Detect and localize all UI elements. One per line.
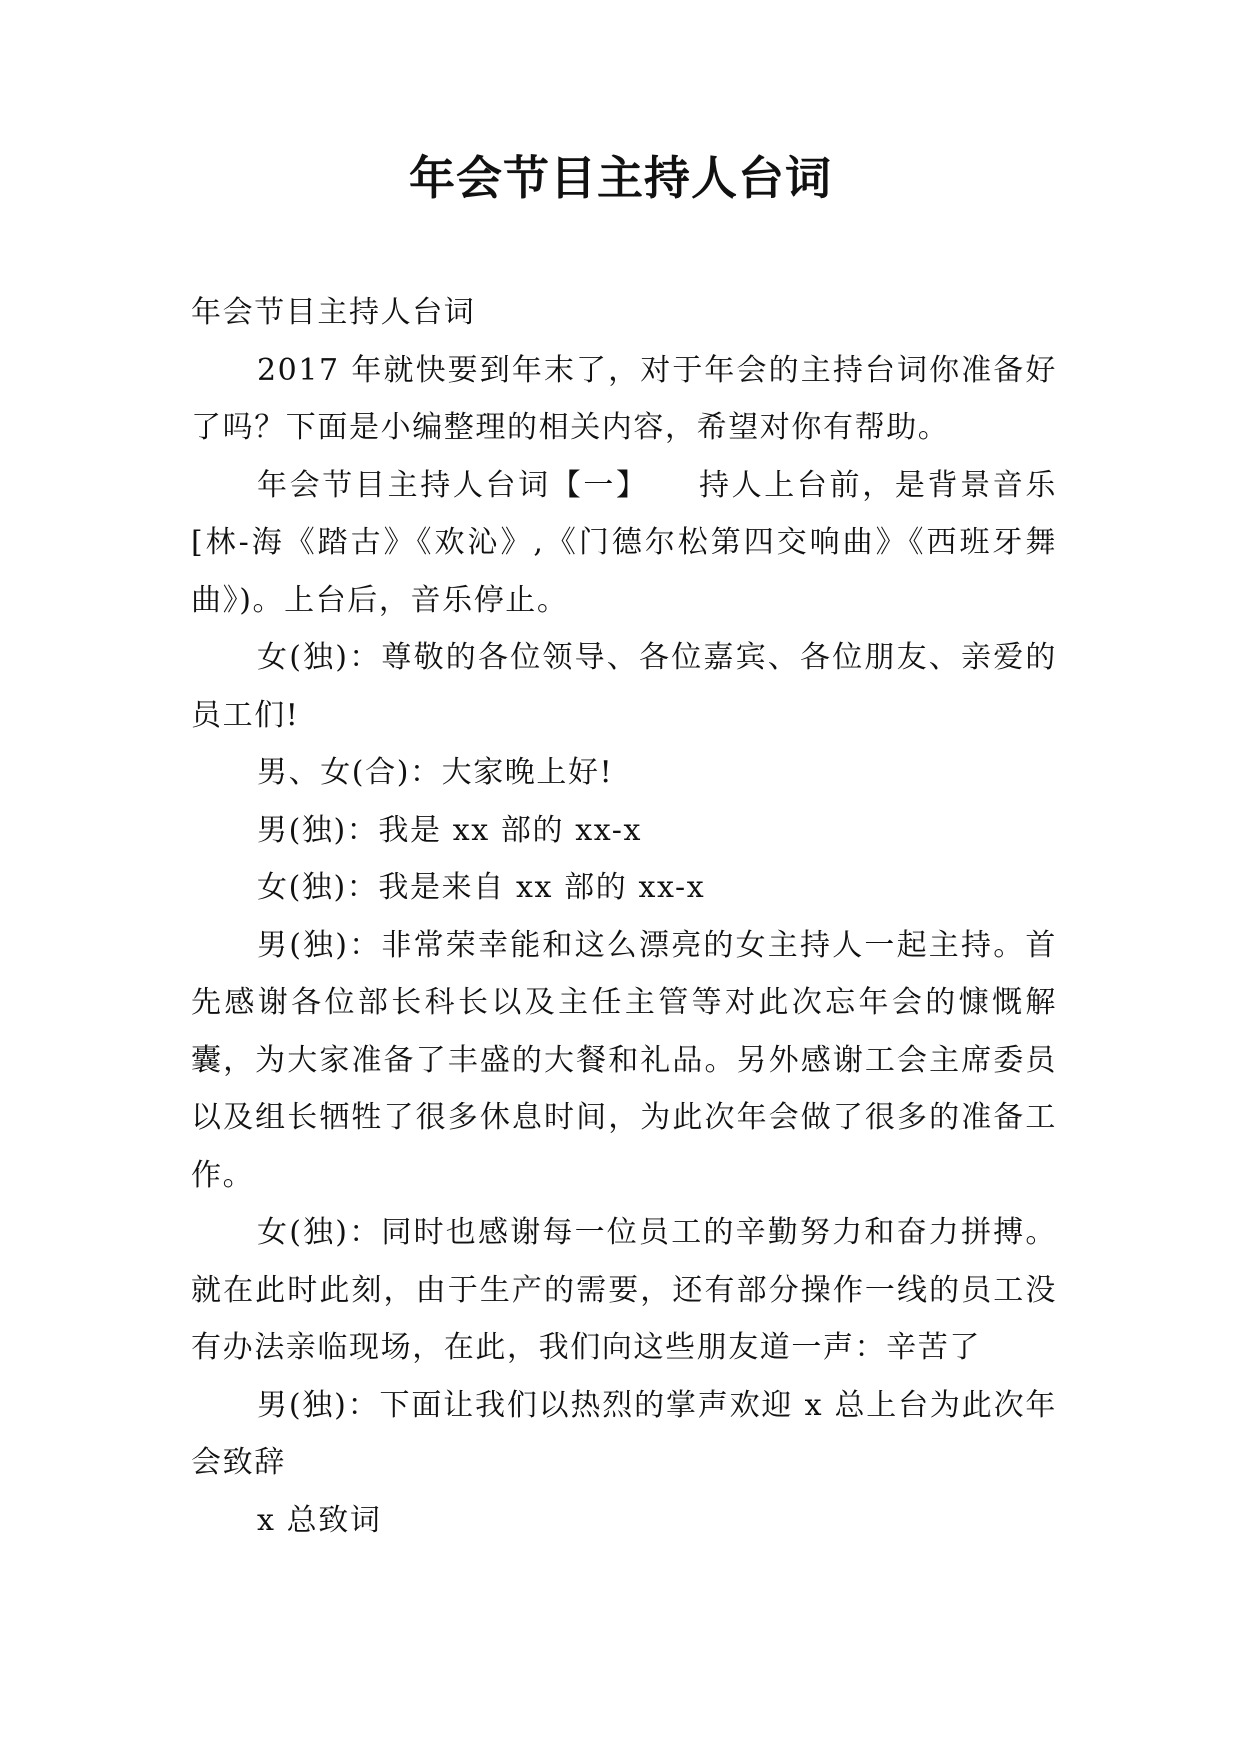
paragraph-male-thanks: 男(独)：非常荣幸能和这么漂亮的女主持人一起主持。首先感谢各位部长科长以及主任主管等对此次忘年会的慷慨解囊，为大家准备了丰盛的大餐和礼品。另外感谢工会主席委员以及组长牺牲了很多休息时间，为此次年会做了很多的准备工作。: [191, 927, 1057, 1193]
paragraph-subtitle: 年会节目主持人台词: [191, 295, 476, 330]
paragraph-speech: x 总致词: [257, 1502, 382, 1538]
paragraph-female-thanks: 女(独)：同时也感谢每一位员工的辛勤努力和奋力拼搏。就在此时此刻，由于生产的需要，还有部分操作一线的员工没有办法亲临现场，在此，我们向这些朋友道一声：辛苦了: [191, 1215, 1057, 1365]
paragraph-male-welcome: 男(独)：下面让我们以热烈的掌声欢迎 x 总上台为此次年会致辞: [191, 1387, 1057, 1480]
paragraph-female-intro: 女(独)：我是来自 xx 部的 xx-x: [257, 870, 706, 905]
paragraph-intro: 2017 年就快要到年末了，对于年会的主持台词你准备好了吗？下面是小编整理的相关内容，希望对你有帮助。: [191, 352, 1057, 445]
paragraph-joint-greeting: 男、女(合)：大家晚上好!: [257, 755, 614, 790]
paragraph-script-one: 年会节目主持人台词【一】 持人上台前，是背景音乐[林-海《踏古》《欢沁》,《门德尔松第四交响曲》《西班牙舞曲》)。上台后，音乐停止。: [191, 467, 1057, 618]
paragraph-male-intro: 男(独)：我是 xx 部的 xx-x: [257, 812, 643, 848]
paragraph-female-greeting: 女(独)：尊敬的各位领导、各位嘉宾、各位朋友、亲爱的员工们!: [191, 640, 1057, 733]
document-body: [191, 284, 1057, 1549]
document-title: 年会节目主持人台词: [409, 151, 832, 205]
